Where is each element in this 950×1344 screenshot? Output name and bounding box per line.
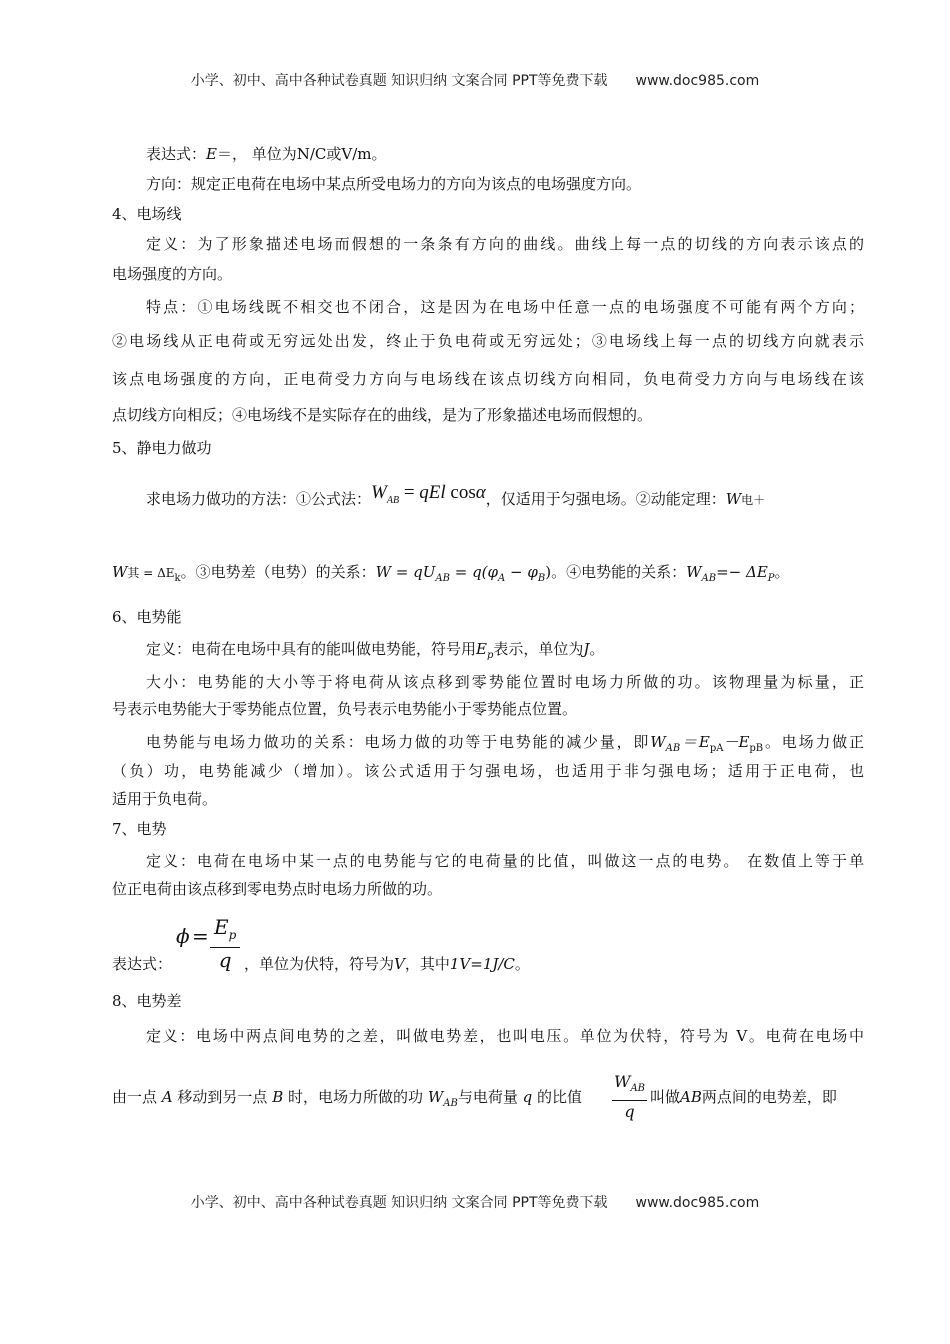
page-footer xyxy=(0,1192,950,1212)
s6-relation-3: 适用于负电荷。 xyxy=(112,790,218,808)
section-6-title: 6、电势能 xyxy=(112,608,182,626)
page-header xyxy=(0,70,950,90)
direction-line: 方向：规定正电荷在电场中某点所受电场力的方向为该点的电场强度方向。 xyxy=(146,175,642,193)
s8-definition-1: 定义：电场中两点间电势的之差，叫做电势差，也叫电压。单位为伏特，符号为 V。电荷在电场中 xyxy=(146,1027,864,1045)
header-site: www.doc985.com xyxy=(635,73,760,89)
work-formula: $W_{AB}$ = qEl cosα xyxy=(371,482,486,506)
s8-definition-2: 由一点 A 移动到另一点 B 时，电场力所做的功 $W_{AB}$与电荷量 q 的比值 $W_{AB}$ q 叫做AB两点间的电势差，即 xyxy=(112,1072,837,1122)
footer-text: 小学、初中、高中各种试卷真题 知识归纳 文案合同 PPT等免费下载 xyxy=(190,1195,608,1211)
s4-definition-1: 定义：为了形象描述电场而假想的一条条有方向的曲线。曲线上每一点的切线的方向表示该点的 xyxy=(146,235,864,253)
s6-size-1: 大小：电势能的大小等于将电荷从该点移到零势能位置时电场力所做的功。该物理量为标量，正 xyxy=(146,673,864,691)
s4-feature-2: ②电场线从正电荷或无穷远处出发，终止于负电荷或无穷远处；③电场线上每一点的切线方向就表示 xyxy=(112,332,864,350)
s4-feature-1: 特点：①电场线既不相交也不闭合，这是因为在电场中任意一点的电场强度不可能有两个方向； xyxy=(146,298,864,316)
s4-definition-2: 电场强度的方向。 xyxy=(112,265,233,283)
section-4-title: 4、电场线 xyxy=(112,205,182,223)
s4-feature-3: 该点电场强度的方向，正电荷受力方向与电场线在该点切线方向相同，负电荷受力方向与电场线在该 xyxy=(112,370,864,388)
section-8-title: 8、电势差 xyxy=(112,992,182,1010)
header-text: 小学、初中、高中各种试卷真题 知识归纳 文案合同 PPT等免费下载 xyxy=(190,73,608,89)
s5-method-line-2: W其 = $\Delta E_k$。③电势差（电势）的关系：$W = qU_{AB} = q(\varphi_A - \varphi_B)$。④电势能的关系：$W_{AB}=- \Delta E_P$。 xyxy=(112,563,790,584)
section-7-title: 7、电势 xyxy=(112,820,167,838)
s6-relation-2: （负）功，电势能减少（增加）。该公式适用于匀强电场，也适用于非匀强电场；适用于正电荷，也 xyxy=(112,762,864,780)
s7-expression-line: 表达式： ϕ = $E_p$ q ，单位为伏特，符号为V，其中1V=1J/C。 xyxy=(112,915,530,973)
phi-fraction: $E_p$ q xyxy=(210,915,240,972)
section-5-title: 5、静电力做功 xyxy=(112,439,212,457)
s5-method-line-1: 求电场力做功的方法：①公式法：$W_{AB}$ = qEl cosα，仅适用于匀强电场。②动能定理：W电＋ xyxy=(146,482,766,508)
expression-line: 表达式：E＝， 单位为N/C或V/m。 xyxy=(146,145,387,163)
s6-size-2: 号表示电势能大于零势能点位置，负号表示电势能小于零势能点位置。 xyxy=(112,700,578,718)
s7-definition-1: 定义：电荷在电场中某一点的电势能与它的电荷量的比值，叫做这一点的电势。 在数值上等于单 xyxy=(146,852,864,870)
s6-definition: 定义：电荷在电场中具有的能叫做电势能，符号用$E_p$表示，单位为J。 xyxy=(146,640,605,661)
s7-definition-2: 位正电荷由该点移到零电势点时电场力所做的功。 xyxy=(112,880,443,898)
phi-symbol: ϕ xyxy=(176,924,190,948)
wab-over-q-fraction: $W_{AB}$ q xyxy=(614,1072,646,1122)
s6-relation-1: 电势能与电场力做功的关系：电场力做的功等于电势能的减少量，即$W_{AB}=E_{pA}-E_{pB}$。电场力做正 xyxy=(146,733,864,754)
s4-feature-4: 点切线方向相反；④电场线不是实际存在的曲线，是为了形象描述电场而假想的。 xyxy=(112,406,653,424)
footer-site: www.doc985.com xyxy=(635,1195,760,1211)
